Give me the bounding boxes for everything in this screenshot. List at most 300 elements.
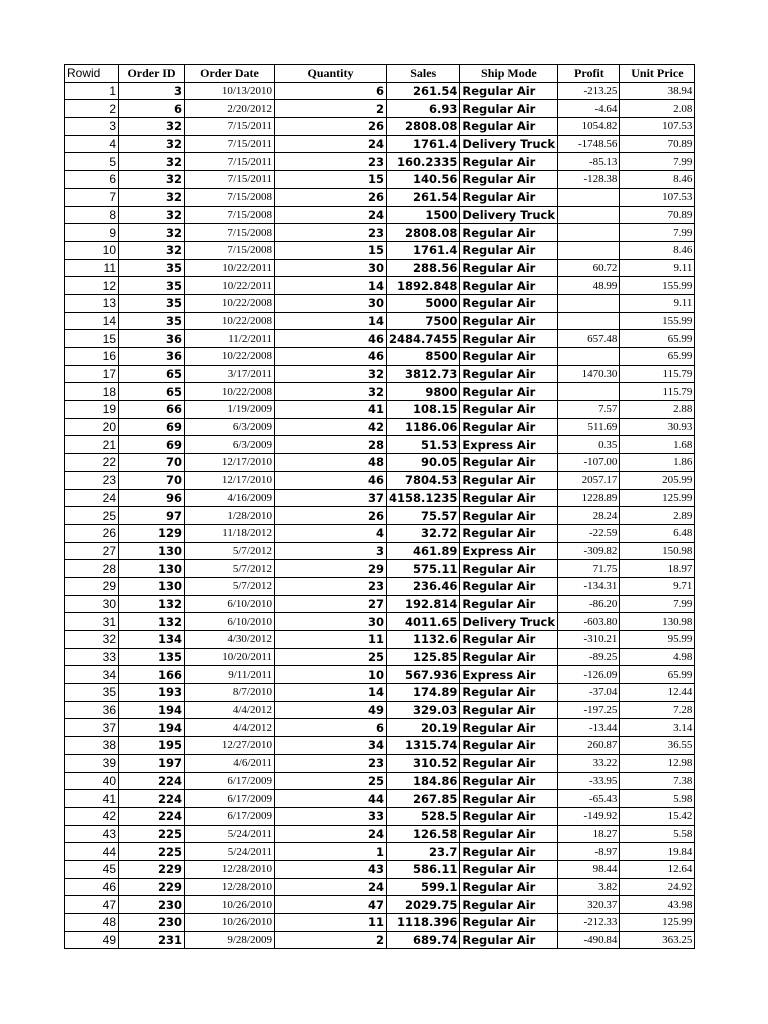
cell-quantity[interactable]: 6 — [275, 82, 387, 100]
cell-quantity[interactable]: 25 — [275, 648, 387, 666]
cell-ship-mode[interactable]: Regular Air — [460, 365, 558, 383]
cell-quantity[interactable]: 28 — [275, 436, 387, 454]
cell-profit[interactable]: 98.44 — [558, 860, 620, 878]
cell-profit[interactable]: 7.57 — [558, 401, 620, 419]
cell-sales[interactable]: 126.58 — [387, 825, 460, 843]
cell-sales[interactable]: 51.53 — [387, 436, 460, 454]
cell-rowid[interactable]: 8 — [65, 206, 119, 224]
cell-quantity[interactable]: 15 — [275, 241, 387, 259]
cell-sales[interactable]: 32.72 — [387, 524, 460, 542]
cell-sales[interactable]: 310.52 — [387, 754, 460, 772]
cell-quantity[interactable]: 1 — [275, 843, 387, 861]
cell-quantity[interactable]: 34 — [275, 737, 387, 755]
header-sales[interactable]: Sales — [387, 65, 460, 83]
cell-profit[interactable]: -1748.56 — [558, 135, 620, 153]
cell-sales[interactable]: 1118.396 — [387, 914, 460, 932]
cell-rowid[interactable]: 39 — [65, 754, 119, 772]
cell-ship-mode[interactable]: Regular Air — [460, 931, 558, 949]
cell-order-date[interactable]: 10/26/2010 — [185, 896, 275, 914]
cell-rowid[interactable]: 36 — [65, 701, 119, 719]
cell-sales[interactable]: 261.54 — [387, 82, 460, 100]
cell-quantity[interactable]: 26 — [275, 118, 387, 136]
cell-unit-price[interactable]: 1.68 — [620, 436, 695, 454]
cell-ship-mode[interactable]: Regular Air — [460, 489, 558, 507]
cell-rowid[interactable]: 1 — [65, 82, 119, 100]
cell-quantity[interactable]: 3 — [275, 542, 387, 560]
cell-order-id[interactable]: 225 — [119, 843, 185, 861]
cell-profit[interactable]: -13.44 — [558, 719, 620, 737]
cell-quantity[interactable]: 24 — [275, 206, 387, 224]
cell-quantity[interactable]: 2 — [275, 100, 387, 118]
cell-unit-price[interactable]: 7.99 — [620, 224, 695, 242]
cell-order-date[interactable]: 10/22/2011 — [185, 277, 275, 295]
cell-order-date[interactable]: 5/7/2012 — [185, 560, 275, 578]
cell-profit[interactable]: -603.80 — [558, 613, 620, 631]
cell-order-id[interactable]: 32 — [119, 241, 185, 259]
cell-quantity[interactable]: 48 — [275, 454, 387, 472]
cell-profit[interactable]: 511.69 — [558, 418, 620, 436]
cell-ship-mode[interactable]: Regular Air — [460, 595, 558, 613]
cell-rowid[interactable]: 16 — [65, 348, 119, 366]
cell-rowid[interactable]: 45 — [65, 860, 119, 878]
cell-quantity[interactable]: 41 — [275, 401, 387, 419]
cell-profit[interactable]: 60.72 — [558, 259, 620, 277]
cell-order-date[interactable]: 12/17/2010 — [185, 454, 275, 472]
cell-ship-mode[interactable]: Delivery Truck — [460, 206, 558, 224]
cell-ship-mode[interactable]: Regular Air — [460, 737, 558, 755]
cell-quantity[interactable]: 30 — [275, 613, 387, 631]
cell-profit[interactable]: -8.97 — [558, 843, 620, 861]
cell-order-date[interactable]: 7/15/2008 — [185, 224, 275, 242]
cell-ship-mode[interactable]: Regular Air — [460, 684, 558, 702]
cell-rowid[interactable]: 18 — [65, 383, 119, 401]
cell-order-id[interactable]: 96 — [119, 489, 185, 507]
cell-profit[interactable]: -22.59 — [558, 524, 620, 542]
cell-profit[interactable]: -310.21 — [558, 631, 620, 649]
cell-quantity[interactable]: 37 — [275, 489, 387, 507]
cell-ship-mode[interactable]: Regular Air — [460, 560, 558, 578]
cell-unit-price[interactable]: 7.28 — [620, 701, 695, 719]
cell-unit-price[interactable]: 3.14 — [620, 719, 695, 737]
cell-quantity[interactable]: 11 — [275, 914, 387, 932]
cell-unit-price[interactable]: 18.97 — [620, 560, 695, 578]
cell-order-date[interactable]: 5/24/2011 — [185, 825, 275, 843]
cell-order-id[interactable]: 35 — [119, 277, 185, 295]
cell-order-id[interactable]: 130 — [119, 560, 185, 578]
cell-unit-price[interactable]: 5.98 — [620, 790, 695, 808]
cell-unit-price[interactable]: 8.46 — [620, 241, 695, 259]
cell-ship-mode[interactable]: Regular Air — [460, 825, 558, 843]
cell-rowid[interactable]: 11 — [65, 259, 119, 277]
cell-rowid[interactable]: 31 — [65, 613, 119, 631]
cell-order-id[interactable]: 132 — [119, 595, 185, 613]
cell-quantity[interactable]: 33 — [275, 807, 387, 825]
cell-profit[interactable]: 28.24 — [558, 507, 620, 525]
cell-order-id[interactable]: 231 — [119, 931, 185, 949]
cell-quantity[interactable]: 30 — [275, 259, 387, 277]
cell-order-id[interactable]: 3 — [119, 82, 185, 100]
cell-order-date[interactable]: 4/6/2011 — [185, 754, 275, 772]
cell-rowid[interactable]: 23 — [65, 471, 119, 489]
cell-unit-price[interactable]: 2.08 — [620, 100, 695, 118]
cell-order-date[interactable]: 7/15/2008 — [185, 241, 275, 259]
cell-order-id[interactable]: 32 — [119, 153, 185, 171]
cell-profit[interactable]: -213.25 — [558, 82, 620, 100]
cell-order-id[interactable]: 32 — [119, 118, 185, 136]
cell-order-id[interactable]: 32 — [119, 135, 185, 153]
cell-rowid[interactable]: 29 — [65, 577, 119, 595]
cell-order-date[interactable]: 6/17/2009 — [185, 772, 275, 790]
cell-sales[interactable]: 4011.65 — [387, 613, 460, 631]
cell-ship-mode[interactable]: Regular Air — [460, 82, 558, 100]
cell-rowid[interactable]: 10 — [65, 241, 119, 259]
cell-profit[interactable] — [558, 348, 620, 366]
cell-order-date[interactable]: 10/22/2011 — [185, 259, 275, 277]
cell-ship-mode[interactable]: Regular Air — [460, 507, 558, 525]
cell-order-id[interactable]: 70 — [119, 471, 185, 489]
cell-profit[interactable]: -65.43 — [558, 790, 620, 808]
cell-order-id[interactable]: 69 — [119, 418, 185, 436]
cell-order-id[interactable]: 194 — [119, 719, 185, 737]
cell-ship-mode[interactable]: Regular Air — [460, 914, 558, 932]
cell-unit-price[interactable]: 65.99 — [620, 348, 695, 366]
cell-unit-price[interactable]: 15.42 — [620, 807, 695, 825]
cell-ship-mode[interactable]: Regular Air — [460, 790, 558, 808]
cell-sales[interactable]: 8500 — [387, 348, 460, 366]
cell-unit-price[interactable]: 363.25 — [620, 931, 695, 949]
cell-ship-mode[interactable]: Regular Air — [460, 241, 558, 259]
cell-profit[interactable] — [558, 206, 620, 224]
cell-order-id[interactable]: 130 — [119, 577, 185, 595]
cell-rowid[interactable]: 49 — [65, 931, 119, 949]
cell-order-date[interactable]: 5/7/2012 — [185, 542, 275, 560]
cell-order-date[interactable]: 7/15/2008 — [185, 188, 275, 206]
cell-profit[interactable] — [558, 224, 620, 242]
cell-rowid[interactable]: 35 — [65, 684, 119, 702]
cell-sales[interactable]: 528.5 — [387, 807, 460, 825]
cell-unit-price[interactable]: 155.99 — [620, 312, 695, 330]
cell-quantity[interactable]: 29 — [275, 560, 387, 578]
cell-unit-price[interactable]: 38.94 — [620, 82, 695, 100]
cell-profit[interactable]: -37.04 — [558, 684, 620, 702]
cell-order-date[interactable]: 6/17/2009 — [185, 790, 275, 808]
cell-profit[interactable]: 1054.82 — [558, 118, 620, 136]
cell-order-date[interactable]: 4/4/2012 — [185, 701, 275, 719]
cell-ship-mode[interactable]: Regular Air — [460, 188, 558, 206]
cell-ship-mode[interactable]: Express Air — [460, 666, 558, 684]
cell-unit-price[interactable]: 1.86 — [620, 454, 695, 472]
cell-ship-mode[interactable]: Regular Air — [460, 471, 558, 489]
cell-rowid[interactable]: 42 — [65, 807, 119, 825]
cell-ship-mode[interactable]: Regular Air — [460, 401, 558, 419]
cell-ship-mode[interactable]: Regular Air — [460, 807, 558, 825]
cell-sales[interactable]: 20.19 — [387, 719, 460, 737]
cell-unit-price[interactable]: 70.89 — [620, 135, 695, 153]
cell-ship-mode[interactable]: Regular Air — [460, 224, 558, 242]
cell-order-id[interactable]: 193 — [119, 684, 185, 702]
cell-sales[interactable]: 461.89 — [387, 542, 460, 560]
cell-ship-mode[interactable]: Regular Air — [460, 631, 558, 649]
cell-sales[interactable]: 2808.08 — [387, 224, 460, 242]
cell-quantity[interactable]: 23 — [275, 577, 387, 595]
cell-unit-price[interactable]: 2.89 — [620, 507, 695, 525]
cell-profit[interactable] — [558, 241, 620, 259]
cell-rowid[interactable]: 13 — [65, 294, 119, 312]
cell-ship-mode[interactable]: Regular Air — [460, 454, 558, 472]
cell-rowid[interactable]: 6 — [65, 171, 119, 189]
cell-quantity[interactable]: 26 — [275, 188, 387, 206]
cell-quantity[interactable]: 24 — [275, 825, 387, 843]
cell-sales[interactable]: 90.05 — [387, 454, 460, 472]
cell-order-date[interactable]: 6/10/2010 — [185, 595, 275, 613]
cell-order-date[interactable]: 12/27/2010 — [185, 737, 275, 755]
cell-order-date[interactable]: 7/15/2011 — [185, 153, 275, 171]
cell-ship-mode[interactable]: Regular Air — [460, 100, 558, 118]
cell-profit[interactable]: 2057.17 — [558, 471, 620, 489]
cell-quantity[interactable]: 26 — [275, 507, 387, 525]
cell-order-id[interactable]: 224 — [119, 790, 185, 808]
cell-rowid[interactable]: 14 — [65, 312, 119, 330]
cell-profit[interactable]: -85.13 — [558, 153, 620, 171]
cell-quantity[interactable]: 23 — [275, 754, 387, 772]
cell-order-date[interactable]: 8/7/2010 — [185, 684, 275, 702]
cell-unit-price[interactable]: 95.99 — [620, 631, 695, 649]
cell-sales[interactable]: 2808.08 — [387, 118, 460, 136]
cell-order-id[interactable]: 6 — [119, 100, 185, 118]
cell-quantity[interactable]: 2 — [275, 931, 387, 949]
cell-order-date[interactable]: 9/28/2009 — [185, 931, 275, 949]
cell-order-id[interactable]: 230 — [119, 914, 185, 932]
cell-order-date[interactable]: 11/18/2012 — [185, 524, 275, 542]
cell-profit[interactable]: -86.20 — [558, 595, 620, 613]
cell-quantity[interactable]: 27 — [275, 595, 387, 613]
cell-order-date[interactable]: 6/3/2009 — [185, 418, 275, 436]
cell-sales[interactable]: 2029.75 — [387, 896, 460, 914]
cell-order-date[interactable]: 6/17/2009 — [185, 807, 275, 825]
cell-unit-price[interactable]: 9.11 — [620, 294, 695, 312]
cell-ship-mode[interactable]: Regular Air — [460, 118, 558, 136]
cell-unit-price[interactable]: 130.98 — [620, 613, 695, 631]
cell-profit[interactable]: 48.99 — [558, 277, 620, 295]
cell-order-date[interactable]: 11/2/2011 — [185, 330, 275, 348]
cell-unit-price[interactable]: 12.44 — [620, 684, 695, 702]
cell-ship-mode[interactable]: Regular Air — [460, 843, 558, 861]
cell-unit-price[interactable]: 115.79 — [620, 365, 695, 383]
cell-unit-price[interactable]: 9.11 — [620, 259, 695, 277]
cell-quantity[interactable]: 6 — [275, 719, 387, 737]
cell-order-id[interactable]: 32 — [119, 188, 185, 206]
cell-sales[interactable]: 586.11 — [387, 860, 460, 878]
cell-ship-mode[interactable]: Regular Air — [460, 171, 558, 189]
cell-ship-mode[interactable]: Regular Air — [460, 259, 558, 277]
cell-order-id[interactable]: 166 — [119, 666, 185, 684]
cell-rowid[interactable]: 2 — [65, 100, 119, 118]
cell-ship-mode[interactable]: Regular Air — [460, 896, 558, 914]
cell-profit[interactable] — [558, 188, 620, 206]
cell-order-date[interactable]: 5/7/2012 — [185, 577, 275, 595]
cell-order-date[interactable]: 12/17/2010 — [185, 471, 275, 489]
cell-ship-mode[interactable]: Regular Air — [460, 577, 558, 595]
cell-order-date[interactable]: 1/19/2009 — [185, 401, 275, 419]
cell-rowid[interactable]: 7 — [65, 188, 119, 206]
cell-rowid[interactable]: 9 — [65, 224, 119, 242]
cell-unit-price[interactable]: 155.99 — [620, 277, 695, 295]
cell-unit-price[interactable]: 19.84 — [620, 843, 695, 861]
cell-rowid[interactable]: 33 — [65, 648, 119, 666]
cell-unit-price[interactable]: 65.99 — [620, 666, 695, 684]
cell-order-date[interactable]: 1/28/2010 — [185, 507, 275, 525]
cell-ship-mode[interactable]: Regular Air — [460, 153, 558, 171]
cell-sales[interactable]: 125.85 — [387, 648, 460, 666]
cell-order-id[interactable]: 70 — [119, 454, 185, 472]
cell-sales[interactable]: 1186.06 — [387, 418, 460, 436]
cell-unit-price[interactable]: 6.48 — [620, 524, 695, 542]
cell-order-date[interactable]: 4/4/2012 — [185, 719, 275, 737]
cell-rowid[interactable]: 21 — [65, 436, 119, 454]
cell-profit[interactable]: -149.92 — [558, 807, 620, 825]
header-rowid[interactable]: Rowid — [65, 65, 119, 83]
cell-order-id[interactable]: 65 — [119, 383, 185, 401]
cell-sales[interactable]: 192.814 — [387, 595, 460, 613]
cell-profit[interactable]: -33.95 — [558, 772, 620, 790]
cell-profit[interactable]: -107.00 — [558, 454, 620, 472]
cell-sales[interactable]: 9800 — [387, 383, 460, 401]
cell-sales[interactable]: 689.74 — [387, 931, 460, 949]
cell-sales[interactable]: 6.93 — [387, 100, 460, 118]
cell-unit-price[interactable]: 107.53 — [620, 188, 695, 206]
cell-order-date[interactable]: 12/28/2010 — [185, 878, 275, 896]
cell-quantity[interactable]: 24 — [275, 135, 387, 153]
cell-order-date[interactable]: 10/13/2010 — [185, 82, 275, 100]
cell-quantity[interactable]: 10 — [275, 666, 387, 684]
cell-rowid[interactable]: 46 — [65, 878, 119, 896]
cell-sales[interactable]: 108.15 — [387, 401, 460, 419]
cell-quantity[interactable]: 42 — [275, 418, 387, 436]
cell-unit-price[interactable]: 2.88 — [620, 401, 695, 419]
cell-unit-price[interactable]: 125.99 — [620, 914, 695, 932]
cell-order-id[interactable]: 132 — [119, 613, 185, 631]
cell-quantity[interactable]: 23 — [275, 224, 387, 242]
cell-order-id[interactable]: 135 — [119, 648, 185, 666]
cell-unit-price[interactable]: 125.99 — [620, 489, 695, 507]
cell-rowid[interactable]: 32 — [65, 631, 119, 649]
cell-quantity[interactable]: 4 — [275, 524, 387, 542]
cell-quantity[interactable]: 14 — [275, 277, 387, 295]
cell-profit[interactable]: 71.75 — [558, 560, 620, 578]
header-ship-mode[interactable]: Ship Mode — [460, 65, 558, 83]
cell-order-date[interactable]: 9/11/2011 — [185, 666, 275, 684]
cell-sales[interactable]: 160.2335 — [387, 153, 460, 171]
cell-quantity[interactable]: 25 — [275, 772, 387, 790]
cell-ship-mode[interactable]: Regular Air — [460, 312, 558, 330]
cell-sales[interactable]: 5000 — [387, 294, 460, 312]
cell-sales[interactable]: 288.56 — [387, 259, 460, 277]
cell-ship-mode[interactable]: Regular Air — [460, 719, 558, 737]
cell-quantity[interactable]: 44 — [275, 790, 387, 808]
cell-ship-mode[interactable]: Express Air — [460, 436, 558, 454]
cell-order-date[interactable]: 5/24/2011 — [185, 843, 275, 861]
cell-quantity[interactable]: 23 — [275, 153, 387, 171]
cell-unit-price[interactable]: 43.98 — [620, 896, 695, 914]
cell-rowid[interactable]: 25 — [65, 507, 119, 525]
cell-sales[interactable]: 75.57 — [387, 507, 460, 525]
cell-sales[interactable]: 140.56 — [387, 171, 460, 189]
cell-order-id[interactable]: 224 — [119, 772, 185, 790]
cell-order-date[interactable]: 10/22/2008 — [185, 294, 275, 312]
cell-unit-price[interactable]: 8.46 — [620, 171, 695, 189]
cell-order-id[interactable]: 230 — [119, 896, 185, 914]
cell-order-id[interactable]: 97 — [119, 507, 185, 525]
cell-unit-price[interactable]: 107.53 — [620, 118, 695, 136]
cell-profit[interactable]: -89.25 — [558, 648, 620, 666]
cell-profit[interactable]: -128.38 — [558, 171, 620, 189]
cell-order-id[interactable]: 225 — [119, 825, 185, 843]
cell-sales[interactable]: 575.11 — [387, 560, 460, 578]
cell-ship-mode[interactable]: Regular Air — [460, 648, 558, 666]
cell-unit-price[interactable]: 9.71 — [620, 577, 695, 595]
cell-ship-mode[interactable]: Regular Air — [460, 418, 558, 436]
cell-order-id[interactable]: 69 — [119, 436, 185, 454]
cell-ship-mode[interactable]: Regular Air — [460, 754, 558, 772]
cell-rowid[interactable]: 41 — [65, 790, 119, 808]
cell-quantity[interactable]: 14 — [275, 684, 387, 702]
cell-sales[interactable]: 7500 — [387, 312, 460, 330]
cell-rowid[interactable]: 37 — [65, 719, 119, 737]
cell-ship-mode[interactable]: Regular Air — [460, 294, 558, 312]
cell-sales[interactable]: 7804.53 — [387, 471, 460, 489]
cell-order-id[interactable]: 65 — [119, 365, 185, 383]
cell-quantity[interactable]: 46 — [275, 330, 387, 348]
cell-unit-price[interactable]: 30.93 — [620, 418, 695, 436]
cell-order-id[interactable]: 35 — [119, 312, 185, 330]
cell-sales[interactable]: 1761.4 — [387, 135, 460, 153]
cell-profit[interactable]: -309.82 — [558, 542, 620, 560]
cell-rowid[interactable]: 27 — [65, 542, 119, 560]
cell-order-date[interactable]: 10/22/2008 — [185, 312, 275, 330]
cell-quantity[interactable]: 30 — [275, 294, 387, 312]
cell-rowid[interactable]: 3 — [65, 118, 119, 136]
cell-ship-mode[interactable]: Regular Air — [460, 348, 558, 366]
cell-sales[interactable]: 3812.73 — [387, 365, 460, 383]
cell-ship-mode[interactable]: Regular Air — [460, 277, 558, 295]
cell-order-id[interactable]: 229 — [119, 878, 185, 896]
cell-unit-price[interactable]: 4.98 — [620, 648, 695, 666]
cell-profit[interactable]: 1470.30 — [558, 365, 620, 383]
cell-quantity[interactable]: 32 — [275, 365, 387, 383]
cell-sales[interactable]: 261.54 — [387, 188, 460, 206]
cell-rowid[interactable]: 15 — [65, 330, 119, 348]
cell-order-id[interactable]: 134 — [119, 631, 185, 649]
cell-unit-price[interactable]: 150.98 — [620, 542, 695, 560]
cell-quantity[interactable]: 46 — [275, 348, 387, 366]
cell-profit[interactable]: 657.48 — [558, 330, 620, 348]
cell-sales[interactable]: 236.46 — [387, 577, 460, 595]
cell-order-id[interactable]: 229 — [119, 860, 185, 878]
cell-order-id[interactable]: 66 — [119, 401, 185, 419]
cell-order-date[interactable]: 7/15/2011 — [185, 171, 275, 189]
cell-order-id[interactable]: 224 — [119, 807, 185, 825]
cell-order-date[interactable]: 10/22/2008 — [185, 348, 275, 366]
cell-profit[interactable]: 3.82 — [558, 878, 620, 896]
cell-unit-price[interactable]: 36.55 — [620, 737, 695, 755]
cell-unit-price[interactable]: 12.64 — [620, 860, 695, 878]
header-order-date[interactable]: Order Date — [185, 65, 275, 83]
cell-order-id[interactable]: 36 — [119, 348, 185, 366]
cell-rowid[interactable]: 24 — [65, 489, 119, 507]
cell-rowid[interactable]: 5 — [65, 153, 119, 171]
cell-profit[interactable]: 260.87 — [558, 737, 620, 755]
cell-sales[interactable]: 567.936 — [387, 666, 460, 684]
